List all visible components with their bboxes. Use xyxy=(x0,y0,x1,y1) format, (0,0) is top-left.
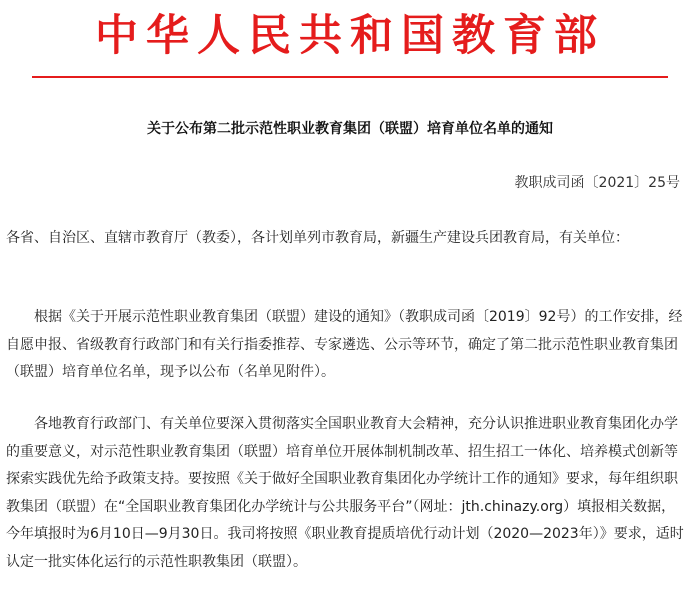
body-paragraph-2: 各地教育行政部门、有关单位要深入贯彻落实全国职业教育大会精神，充分认识推进职业教育集团化办学的重要意义，对示范性职业教育集团（联盟）培育单位开展体制机制改革、招生招工一体化、培养模式创新等探索实践优先给予政策支持。要按照《关于做好全国职业教育集团化办学统计工作的通知》要求，每年组织职教集团（联盟）在“全国职业教育集团化办学统计与公共服务平台”（网址：jth.chinazy.org）填报相关数据，今年填报时为6月10日—9月30日。我司将按照《职业教育提质培优行动计划（2020—2023年）》要求，适时认定一批实体化运行的示范性职教集团（联盟）。 xyxy=(6,416,684,570)
salutation: 各省、自治区、直辖市教育厅（教委），各计划单列市教育局，新疆生产建设兵团教育局，有关单位： xyxy=(6,230,629,246)
body-paragraph-1: 根据《关于开展示范性职业教育集团（联盟）建设的通知》（教职成司函〔2019〕92号）的工作安排，经自愿申报、省级教育行政部门和有关行指委推荐、专家遴选、公示等环节，确定了第二批示范性职业教育集团（联盟）培育单位名单，现予以公布（名单见附件）。 xyxy=(6,309,683,380)
ministry-name: 中华人民共和国教育部 xyxy=(95,11,605,61)
document-title: 关于公布第二批示范性职业教育集团（联盟）培育单位名单的通知 xyxy=(147,121,553,137)
red-divider-line xyxy=(32,76,668,78)
document-number: 教职成司函〔2021〕25号 xyxy=(514,175,680,191)
document-header xyxy=(0,0,700,90)
